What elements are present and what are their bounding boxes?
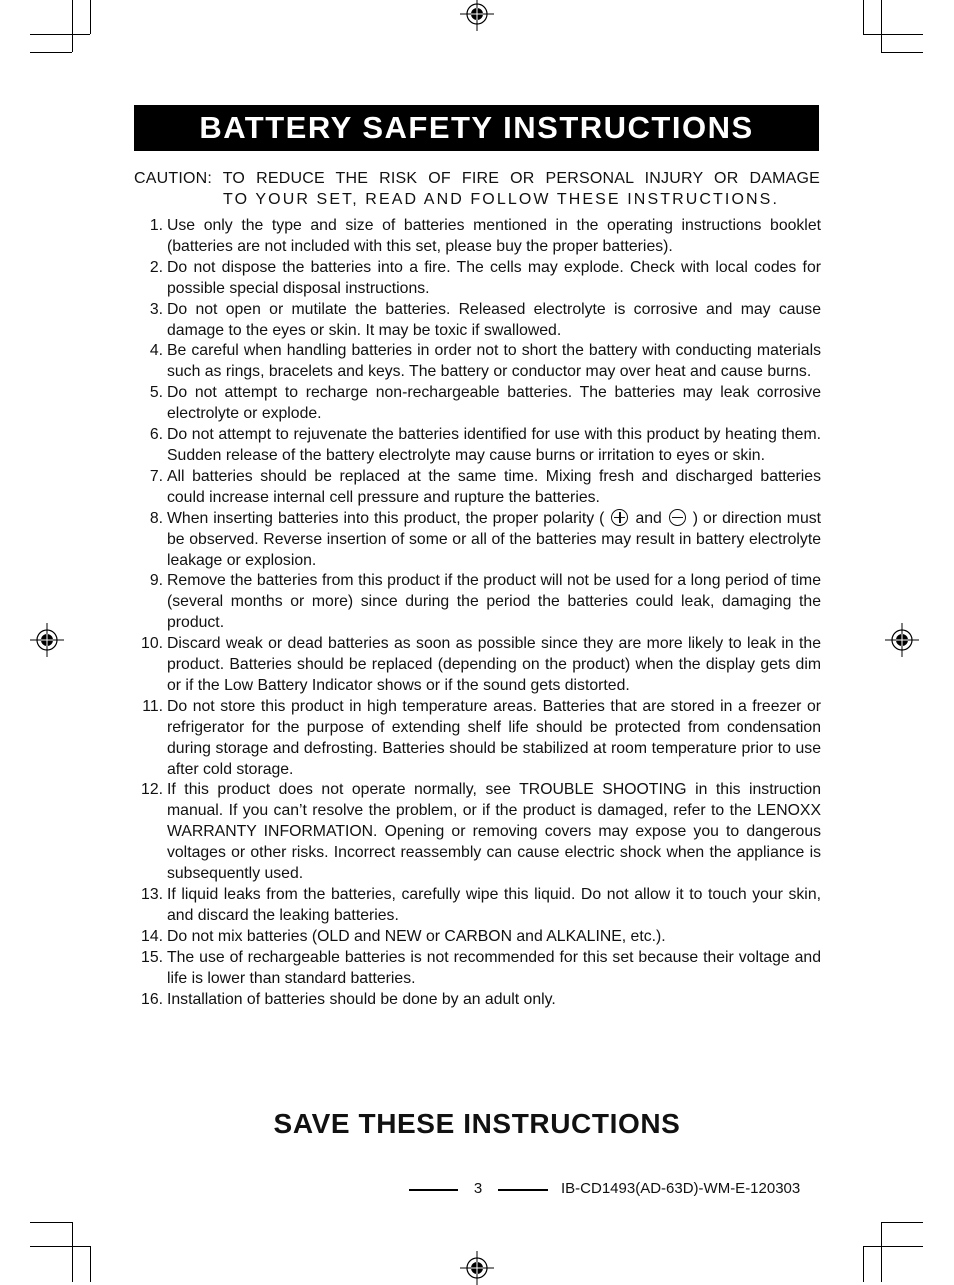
crop-mark (881, 52, 923, 53)
item-text: All batteries should be replaced at the same time. Mixing fresh and discharged batteries could increase internal cell pressure and rupture the batteries. (167, 467, 821, 506)
item-text: Do not open or mutilate the batteries. Released electrolyte is corrosive and may cause damage to the eyes or skin. It may be toxic if swallowed. (167, 300, 821, 339)
registration-mark-icon (460, 0, 494, 31)
crop-mark (72, 1222, 73, 1282)
registration-mark-icon (885, 623, 919, 657)
list-item (134, 341, 821, 383)
item-number: 5. (149, 384, 163, 402)
save-instructions-heading: SAVE THESE INSTRUCTIONS (273, 1108, 681, 1139)
minus-polarity-icon (669, 509, 686, 526)
crop-mark (72, 0, 73, 52)
item-text: Do not dispose the batteries into a fire. The cells may explode. Check with local codes for possible special disposal instructions. (167, 258, 821, 297)
list-item (134, 927, 821, 948)
crop-mark (863, 0, 864, 34)
item-number: 9. (149, 572, 163, 590)
item-text: Remove the batteries from this product if the product will not be used for a long period of time (several months or more) since during the period the batteries could leak, damaging the product. (167, 572, 821, 632)
list-item (134, 948, 821, 990)
item-text-before: When inserting batteries into this product, the proper polarity ( (167, 509, 605, 527)
page-number: 3 (473, 1180, 483, 1197)
item-number: 15. (141, 948, 163, 966)
list-item (134, 425, 821, 467)
crop-mark (881, 0, 882, 52)
item-text: Do not attempt to rejuvenate the batteries identified for use with this product by heating them. Sudden release of the battery electrolyte may cause burns or irritation to eyes or skin. (167, 426, 821, 464)
footer-divider (409, 1189, 458, 1191)
list-item (134, 383, 821, 425)
item-text: Use only the type and size of batteries mentioned in the operating instructions booklet (batteries are not included with this set, please buy the proper batteries). (167, 217, 821, 255)
crop-mark (90, 1246, 91, 1282)
item-number: 4. (149, 342, 163, 360)
item-number: 13. (141, 886, 163, 903)
page-title: BATTERY SAFETY INSTRUCTIONS (134, 105, 819, 151)
crop-mark (881, 1222, 923, 1223)
crop-mark (90, 0, 91, 34)
list-item (134, 300, 821, 342)
item-text: Be careful when handling batteries in order not to short the battery with conducting materials such as rings, bracelets and keys. The battery or conductor may over heat and cause burns. (167, 342, 821, 381)
list-item (134, 697, 821, 781)
item-text: Do not mix batteries (OLD and NEW or CARBON and ALKALINE, etc.). (167, 927, 666, 945)
crop-mark (30, 34, 90, 35)
item-text-after: ) or direction must be observed. Reverse insertion of some or all of the batteries may result in battery electrolyte leakage or explosion. (167, 509, 822, 569)
plus-polarity-icon (611, 509, 628, 526)
item-number: 10. (141, 635, 163, 653)
document-code: IB-CD1493(AD-63D)-WM-E-120303 (561, 1180, 801, 1197)
list-item (134, 571, 821, 634)
item-number: 14. (141, 927, 163, 945)
list-item (134, 780, 821, 885)
crop-mark (863, 1246, 864, 1282)
item-text: Installation of batteries should be done by an adult only. (167, 990, 556, 1008)
crop-mark (863, 1246, 923, 1247)
item-text: Discard weak or dead batteries as soon as possible since they are more likely to leak in the product. Batteries should be replaced (depending on the product) when the display gets dim or if the Low Battery Indicator shows or if the sound gets distorted. (167, 635, 821, 694)
item-number: 7. (149, 467, 163, 485)
item-number: 1. (149, 217, 163, 234)
item-number: 16. (141, 990, 163, 1008)
item-text: The use of rechargeable batteries is not recommended for this set because their voltage and life is lower than standard batteries. (167, 948, 821, 987)
item-number: 3. (149, 300, 163, 318)
footer-divider (498, 1189, 548, 1191)
item-number: 6. (149, 426, 163, 444)
crop-mark (30, 52, 72, 53)
item-text: Do not store this product in high temperature areas. Batteries that are stored in a freezer or refrigerator for the purpose of extending shelf life should be protected from condensation during storage and defrosting. Batteries should be stabilized at room temperature prior to use after cold storage. (167, 697, 821, 778)
list-item (134, 216, 821, 258)
crop-mark (863, 34, 923, 35)
item-text: If this product does not operate normally, see TROUBLE SHOOTING in this instruction manual. If you can’t resolve the problem, or if the product is damaged, refer to the LENOXX WARRANTY INFORMATION. Opening or removing covers may expose you to dangerous voltages or other risks. Incorrect reassembly can cause electric shock when the appliance is subsequently used. (167, 781, 821, 883)
caution-line-1: CAUTION: TO REDUCE THE RISK OF FIRE OR PERSONAL INJURY OR DAMAGE (134, 170, 820, 187)
list-item (134, 509, 821, 572)
caution-notice (134, 168, 820, 210)
item-number: 12. (141, 781, 163, 799)
list-item (134, 634, 821, 697)
caution-line-2: TO YOUR SET, READ AND FOLLOW THESE INSTRUCTIONS. (223, 191, 779, 208)
item-text: If liquid leaks from the batteries, carefully wipe this liquid. Do not allow it to touch your skin, and discard the leaking batteries. (167, 886, 821, 924)
crop-mark (30, 1246, 90, 1247)
instruction-list (134, 216, 821, 1010)
registration-mark-icon (460, 1251, 494, 1285)
item-number: 11. (142, 697, 163, 715)
registration-mark-icon (30, 623, 64, 657)
item-text: Do not attempt to recharge non-rechargeable batteries. The batteries may leak corrosive electrolyte or explode. (167, 384, 821, 423)
list-item (134, 258, 821, 300)
crop-mark (881, 1222, 882, 1282)
list-item (134, 990, 821, 1011)
item-text-middle: and (635, 509, 662, 527)
list-item (134, 467, 821, 509)
item-number: 2. (149, 258, 163, 276)
item-number: 8. (149, 509, 163, 527)
crop-mark (30, 1222, 72, 1223)
list-item (134, 885, 821, 927)
